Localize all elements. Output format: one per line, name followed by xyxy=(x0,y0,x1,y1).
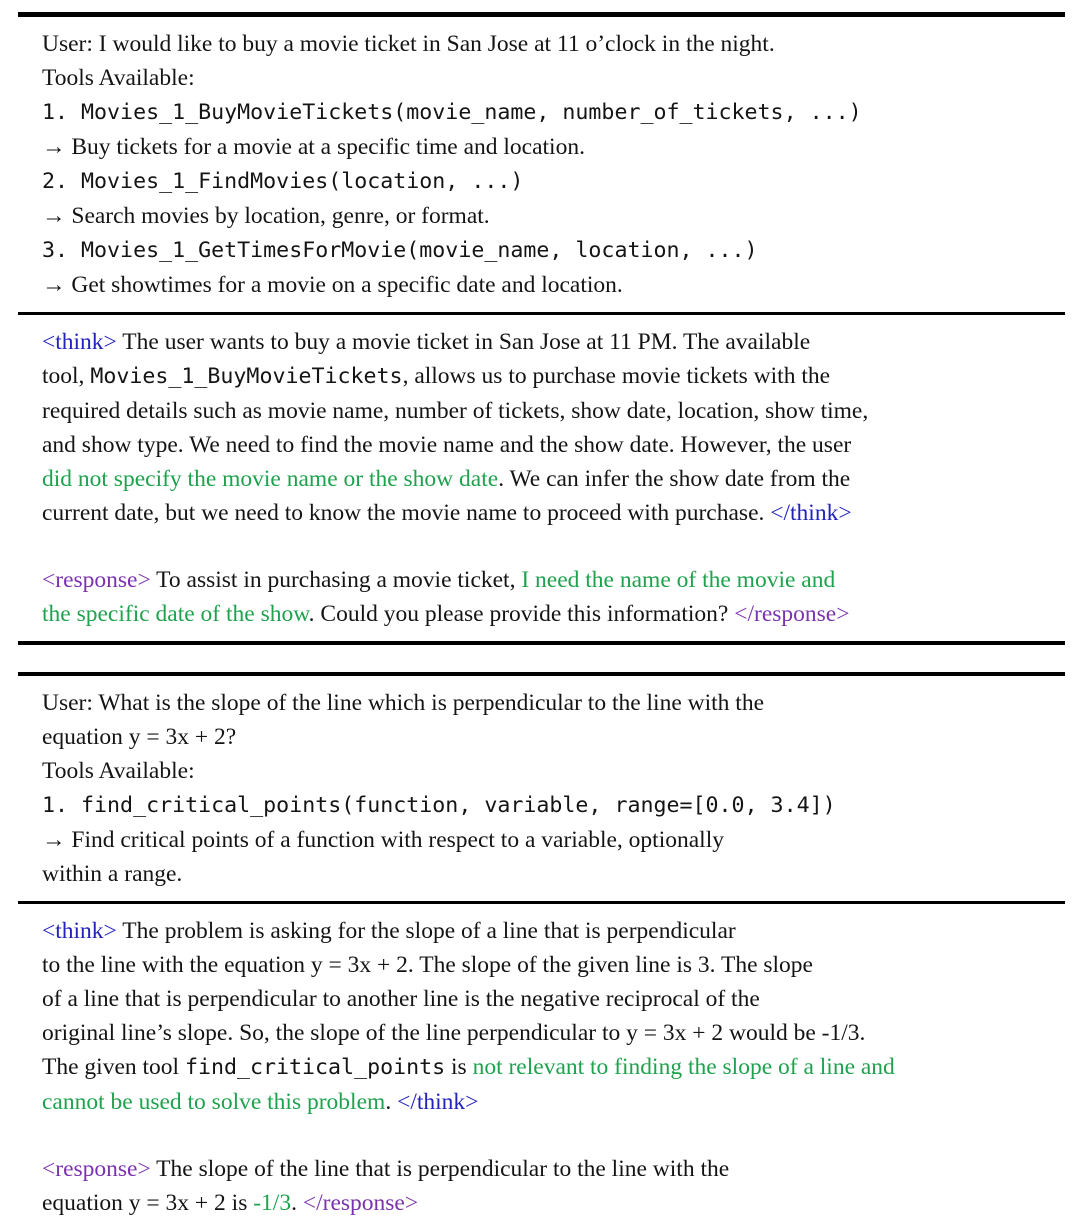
text-run: required details such as movie name, number of tickets, show date, location, show time, xyxy=(42,398,869,424)
text-run: . Could you please provide this information? xyxy=(308,601,735,627)
text-line xyxy=(42,325,1045,359)
think-tag: </think> xyxy=(397,1089,479,1115)
text-line xyxy=(42,1085,1045,1119)
text-line xyxy=(42,754,1045,788)
highlighted-text-run: -1/3 xyxy=(253,1190,292,1216)
text-run: and show type. We need to find the movie name and the show date. However, the user xyxy=(42,432,852,458)
text-line xyxy=(42,61,1045,95)
text-run: within a range. xyxy=(42,861,183,887)
text-run: tool, xyxy=(42,363,91,389)
text-run: User: What is the slope of the line which is perpendicular to the line with the xyxy=(42,690,765,716)
text-run: The slope of the line that is perpendicular to the line with the xyxy=(150,1156,730,1182)
highlighted-text-run: did not specify the movie name or the show date xyxy=(42,466,499,492)
text-line xyxy=(42,720,1045,754)
text-run: Tools Available: xyxy=(42,758,195,784)
text-line xyxy=(42,462,1045,496)
text-line xyxy=(42,823,1045,857)
text-line xyxy=(42,1186,1045,1220)
code-run: find_critical_points xyxy=(184,1055,446,1080)
response-tag: <response> xyxy=(42,1156,151,1182)
response-paragraph xyxy=(42,1152,1045,1220)
text-line xyxy=(42,857,1045,891)
text-run: Tools Available: xyxy=(42,65,195,91)
text-run: is xyxy=(445,1054,473,1080)
text-run: The user wants to buy a movie ticket in San Jose at 11 PM. The available xyxy=(116,329,811,355)
text-run: The problem is asking for the slope of a line that is perpendicular xyxy=(116,918,736,944)
think-paragraph xyxy=(42,914,1045,1119)
highlighted-text-run: not relevant to finding the slope of a line and xyxy=(472,1054,895,1080)
text-line xyxy=(42,914,1045,948)
text-run: → Get showtimes for a movie on a specific date and location. xyxy=(42,272,623,298)
user-prompt-block xyxy=(18,676,1065,901)
text-line xyxy=(42,982,1045,1016)
example-slope xyxy=(18,672,1065,1225)
text-line xyxy=(42,1016,1045,1050)
text-line xyxy=(42,130,1045,164)
highlighted-text-run: cannot be used to solve this problem xyxy=(42,1089,386,1115)
text-run: original line’s slope. So, the slope of the line perpendicular to y = 3x + 2 would be -1/3. xyxy=(42,1020,866,1046)
text-run: To assist in purchasing a movie ticket, xyxy=(150,567,522,593)
text-run: equation y = 3x + 2? xyxy=(42,724,237,750)
text-run: → Find critical points of a function with respect to a variable, optionally xyxy=(42,827,724,853)
text-run: current date, but we need to know the movie name to proceed with purchase. xyxy=(42,500,771,526)
text-run: → Buy tickets for a movie at a specific time and location. xyxy=(42,134,585,160)
text-run: The given tool xyxy=(42,1054,185,1080)
text-line xyxy=(42,597,1045,631)
text-run: User: I would like to buy a movie ticket in San Jose at 11 o’clock in the night. xyxy=(42,31,775,57)
text-line xyxy=(42,1050,1045,1085)
text-run: , allows us to purchase movie tickets with the xyxy=(402,363,831,389)
text-run: . xyxy=(291,1190,303,1216)
text-line xyxy=(42,95,1045,130)
text-run: . xyxy=(385,1089,398,1115)
text-run: → Search movies by location, genre, or format. xyxy=(42,203,490,229)
text-line xyxy=(42,164,1045,199)
user-prompt-block xyxy=(18,17,1065,312)
code-run: Movies_1_BuyMovieTickets xyxy=(90,364,403,389)
text-line xyxy=(42,1152,1045,1186)
text-line xyxy=(42,428,1045,462)
example-movie-ticket xyxy=(18,12,1065,645)
response-tag: </response> xyxy=(734,601,850,627)
text-run: to the line with the equation y = 3x + 2. The slope of the given line is 3. The slope xyxy=(42,952,813,978)
text-line xyxy=(42,686,1045,720)
response-tag: <response> xyxy=(42,567,151,593)
think-tag: <think> xyxy=(42,918,117,944)
text-line xyxy=(42,563,1045,597)
assistant-completion-block xyxy=(18,315,1065,641)
text-line xyxy=(42,948,1045,982)
text-line xyxy=(42,268,1045,302)
text-line xyxy=(42,27,1045,61)
text-line xyxy=(42,788,1045,823)
think-paragraph xyxy=(42,325,1045,530)
assistant-completion-block xyxy=(18,904,1065,1225)
text-line xyxy=(42,233,1045,268)
between-tables-gap xyxy=(18,645,1065,672)
text-line xyxy=(42,199,1045,233)
text-run: . We can infer the show date from the xyxy=(498,466,851,492)
response-tag: </response> xyxy=(302,1190,419,1216)
text-line xyxy=(42,394,1045,428)
code-run: 3. Movies_1_GetTimesForMovie(movie_name, location, ...) xyxy=(42,238,758,263)
code-run: 1. find_critical_points(function, variable, range=[0.0, 3.4]) xyxy=(42,793,836,818)
think-tag: <think> xyxy=(42,329,117,355)
text-run: of a line that is perpendicular to another line is the negative reciprocal of the xyxy=(42,986,760,1012)
highlighted-text-run: the specific date of the show xyxy=(42,601,309,627)
text-line xyxy=(42,359,1045,394)
text-line xyxy=(42,496,1045,530)
code-run: 1. Movies_1_BuyMovieTickets(movie_name, number_of_tickets, ...) xyxy=(42,100,862,125)
response-paragraph xyxy=(42,563,1045,631)
text-run: equation y = 3x + 2 is xyxy=(42,1190,254,1216)
think-tag: </think> xyxy=(770,500,852,526)
code-run: 2. Movies_1_FindMovies(location, ...) xyxy=(42,169,524,194)
highlighted-text-run: I need the name of the movie and xyxy=(521,567,836,593)
